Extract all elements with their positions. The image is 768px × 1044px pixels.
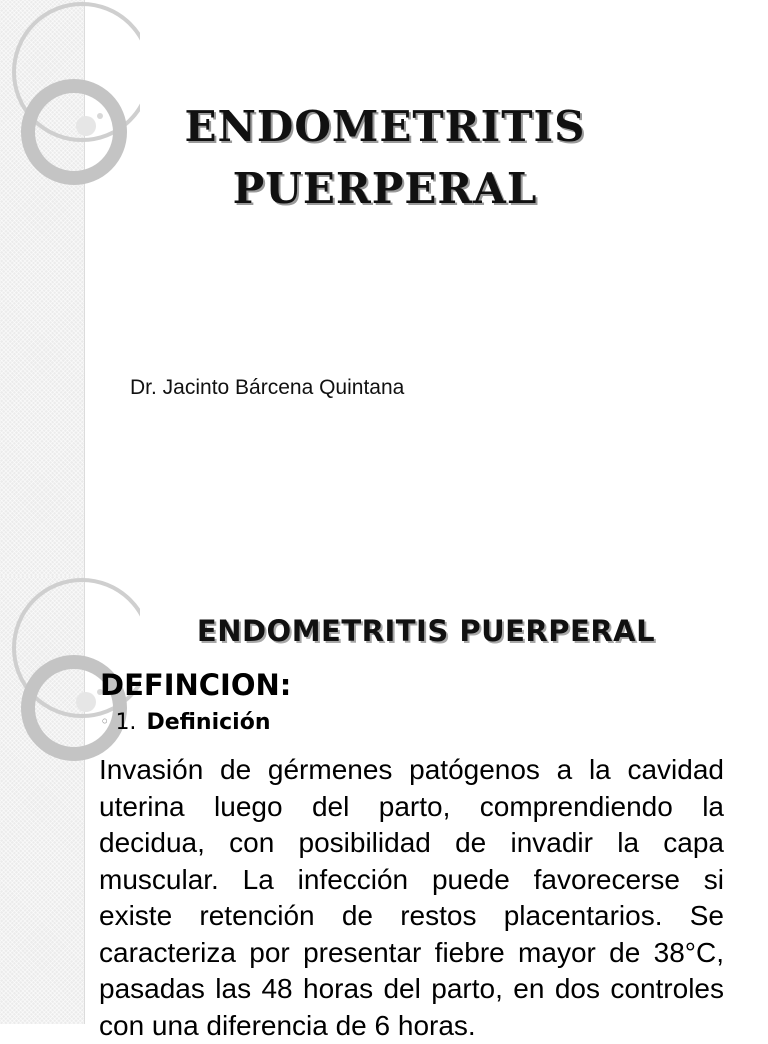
ring-decoration-icon xyxy=(0,0,140,576)
title-line-2: PUERPERAL xyxy=(232,164,538,213)
title-line-1: ENDOMETRITIS xyxy=(184,102,586,151)
bullet-dot-icon: ◦ xyxy=(100,712,110,731)
presentation-title xyxy=(150,96,620,220)
list-item xyxy=(100,710,271,735)
author-name: Dr. Jacinto Bárcena Quintana xyxy=(130,376,405,399)
definition-paragraph: Invasión de gérmenes patógenos a la cavidad uterina luego del parto, comprendiendo la decidua, con posibilidad de invadir la capa muscular. La infección puede favorecerse si existe retención de restos placentarios. Se caracteriza por presentar fiebre mayor de 38°C, pasadas las 48 horas del parto, en dos controles con una diferencia de 6 horas. xyxy=(99,754,724,1041)
slide-title: ENDOMETRITIS PUERPERAL xyxy=(196,614,656,648)
section-heading: DEFINCION: xyxy=(100,668,292,702)
list-label: Definición xyxy=(146,710,271,735)
list-number: 1. xyxy=(115,710,137,735)
